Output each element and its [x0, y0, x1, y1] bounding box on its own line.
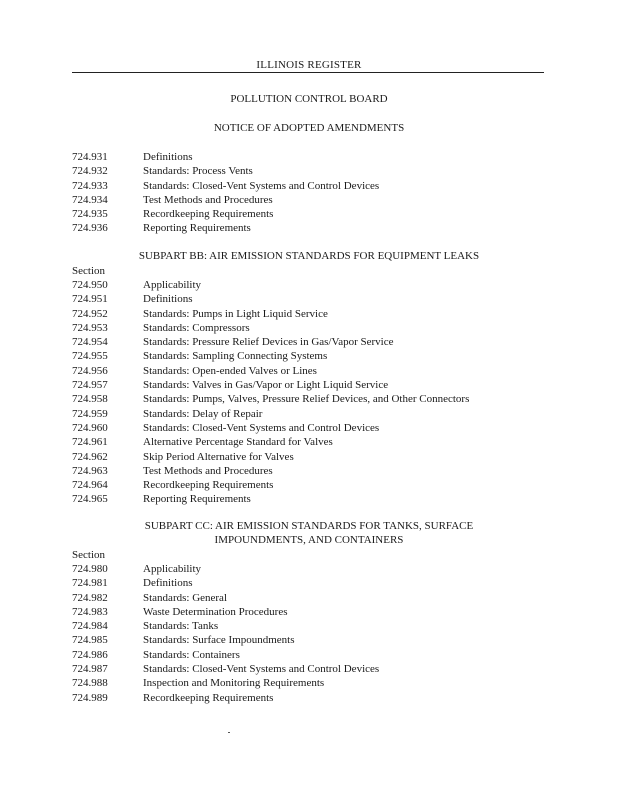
section-title: Recordkeeping Requirements — [143, 208, 274, 221]
section-number: 724.956 — [72, 364, 108, 377]
section-title: Definitions — [143, 577, 193, 590]
section-title: Standards: Sampling Connecting Systems — [143, 350, 328, 363]
section-number: 724.961 — [72, 436, 108, 449]
section-title: Reporting Requirements — [143, 493, 251, 506]
section-number: 724.985 — [72, 634, 108, 647]
section-number: 724.959 — [72, 407, 108, 420]
section-number: 724.955 — [72, 350, 108, 363]
section-title: Standards: Surface Impoundments — [143, 634, 295, 647]
section-number: 724.952 — [72, 307, 108, 320]
section-number: 724.935 — [72, 208, 108, 221]
section-title: Standards: Pumps in Light Liquid Service — [143, 307, 328, 320]
section-number: 724.954 — [72, 336, 108, 349]
section-number: 724.958 — [72, 393, 108, 406]
section-title: Standards: Delay of Repair — [143, 407, 263, 420]
section-title: Standards: Pumps, Valves, Pressure Relief Devices, and Other Connectors — [143, 393, 470, 406]
section-number: 724.933 — [72, 179, 108, 192]
section-title: Standards: Closed-Vent Systems and Control Devices — [143, 179, 380, 192]
section-number: 724.932 — [72, 165, 108, 178]
page-mark — [228, 732, 230, 733]
section-title: Standards: Process Vents — [143, 165, 253, 178]
section-title: Applicability — [143, 563, 202, 575]
section-title: Standards: Valves in Gas/Vapor or Light Liquid Service — [143, 379, 389, 392]
subpart-cc-heading-line2: IMPOUNDMENTS, AND CONTAINERS — [214, 534, 404, 546]
section-title: Test Methods and Procedures — [143, 464, 273, 477]
section-title: Standards: Containers — [143, 648, 240, 661]
subpart-bb-heading: SUBPART BB: AIR EMISSION STANDARDS FOR EQUIPMENT LEAKS — [138, 250, 480, 262]
section-number: 724.960 — [72, 421, 108, 434]
section-number: 724.964 — [72, 479, 108, 492]
section-title: Standards: General — [143, 591, 227, 604]
section-title: Reporting Requirements — [143, 222, 251, 235]
section-title: Inspection and Monitoring Requirements — [143, 677, 325, 690]
subpart-cc-section-label: Section — [72, 549, 105, 561]
section-number: 724.988 — [72, 677, 108, 690]
subpart-bb-section-label: Section — [72, 265, 105, 277]
section-number: 724.984 — [72, 620, 108, 633]
section-number: 724.981 — [72, 577, 108, 590]
section-title: Standards: Pressure Relief Devices in Gas/Vapor Service — [143, 336, 394, 349]
section-number: 724.951 — [72, 293, 108, 306]
section-title: Standards: Compressors — [143, 321, 250, 334]
section-number: 724.965 — [72, 493, 108, 506]
section-title: Applicability — [143, 279, 202, 291]
section-title: Definitions — [143, 293, 193, 306]
running-head: ILLINOIS REGISTER — [256, 59, 362, 71]
section-title: Standards: Tanks — [143, 620, 219, 633]
section-number: 724.934 — [72, 193, 108, 206]
section-title: Standards: Closed-Vent Systems and Control Devices — [143, 421, 380, 434]
section-title: Waste Determination Procedures — [143, 605, 288, 618]
section-number: 724.936 — [72, 222, 108, 235]
notice-title: NOTICE OF ADOPTED AMENDMENTS — [213, 122, 405, 134]
section-number: 724.953 — [72, 321, 108, 334]
section-number: 724.962 — [72, 450, 108, 463]
section-title: Standards: Open-ended Valves or Lines — [143, 364, 317, 377]
agency-title: POLLUTION CONTROL BOARD — [230, 93, 388, 105]
section-number: 724.980 — [72, 563, 108, 575]
section-number: 724.950 — [72, 279, 108, 291]
section-number: 724.963 — [72, 464, 108, 477]
section-title: Standards: Closed-Vent Systems and Control Devices — [143, 663, 380, 676]
section-title: Test Methods and Procedures — [143, 193, 273, 206]
subpart-cc-heading-line1: SUBPART CC: AIR EMISSION STANDARDS FOR TANKS, SURFACE — [144, 520, 474, 532]
section-number: 724.982 — [72, 591, 108, 604]
section-title: Definitions — [143, 151, 193, 163]
section-title: Recordkeeping Requirements — [143, 479, 274, 492]
section-title: Alternative Percentage Standard for Valves — [143, 436, 333, 449]
section-title: Recordkeeping Requirements — [143, 691, 274, 704]
section-title: Skip Period Alternative for Valves — [143, 450, 294, 463]
section-number: 724.986 — [72, 648, 108, 661]
section-number: 724.983 — [72, 605, 108, 618]
section-number: 724.931 — [72, 151, 108, 163]
section-number: 724.987 — [72, 663, 108, 676]
section-number: 724.989 — [72, 691, 108, 704]
section-number: 724.957 — [72, 379, 108, 392]
header-rule — [72, 72, 544, 73]
